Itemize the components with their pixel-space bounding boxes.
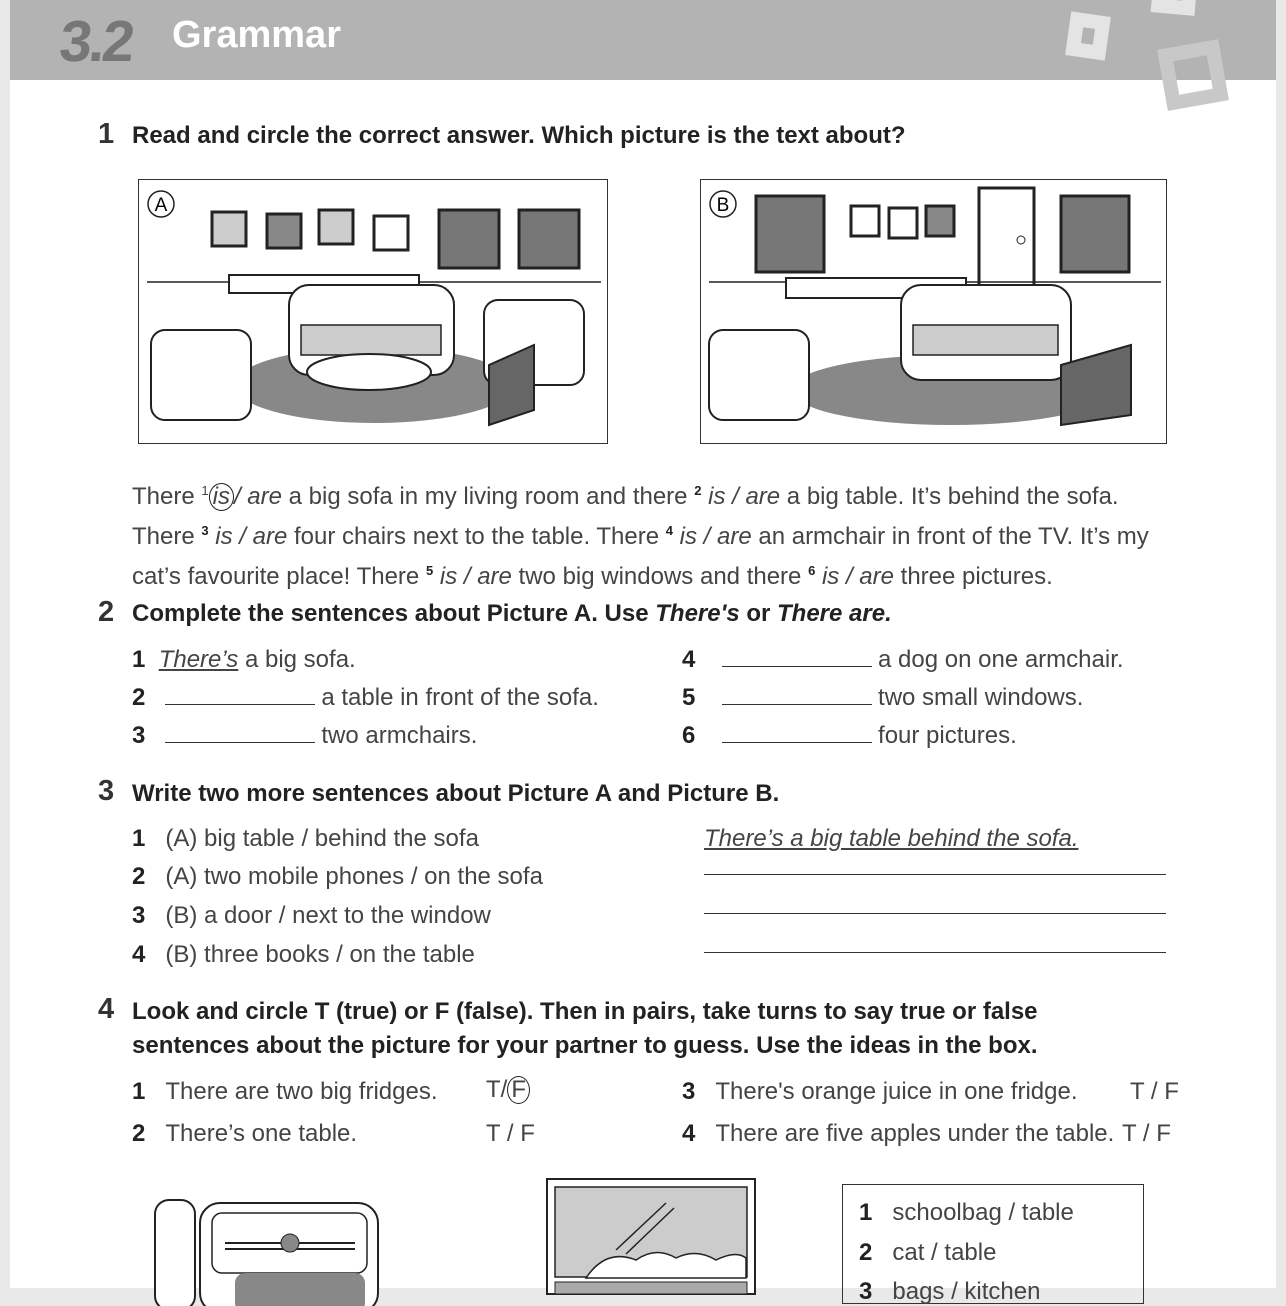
choice-is-are[interactable]: is / are (815, 563, 894, 590)
text-line-1: There $^1$ is / are a big sofa in my living room and there $^2$ is / are a big table. It’s behind the sofa. (132, 483, 1119, 510)
picture-b-living-room (700, 179, 1167, 444)
exercise-number: 3 (98, 775, 115, 807)
ex3-item-4: 4 (B) three books / on the table (132, 941, 475, 968)
ex2-item-4: 4 a dog on one armchair. (682, 646, 1124, 673)
true-false-choice[interactable]: T / F (486, 1120, 535, 1147)
section-title: Grammar (172, 14, 341, 56)
idea-item: 1 schoolbag / table (859, 1199, 1074, 1226)
exercise-number: 2 (98, 596, 115, 628)
decorative-square-icon (1157, 39, 1229, 111)
choice-is-are[interactable]: is / are (672, 523, 752, 550)
exercise-instruction: sentences about the picture for your partner to guess. Use the ideas in the box. (132, 1032, 1038, 1059)
answer-blank[interactable] (722, 687, 872, 705)
exercise-number: 1 (98, 118, 115, 150)
ex2-item-5: 5 two small windows. (682, 684, 1084, 711)
exercise-instruction: Look and circle T (true) or F (false). Then in pairs, take turns to say true or false (132, 998, 1038, 1025)
exercise-instruction: Complete the sentences about Picture A. Use There's or There are. (132, 600, 892, 627)
ex2-item-6: 6 four pictures. (682, 722, 1017, 749)
unit-number: 3.2 (56, 9, 136, 74)
true-false-choice[interactable]: T / F (1130, 1078, 1179, 1105)
picture-label: A (154, 195, 168, 216)
choice-are[interactable]: are (247, 483, 282, 510)
answer-line[interactable] (704, 952, 1166, 953)
answer-blank[interactable] (165, 687, 315, 705)
answer-blank[interactable] (165, 725, 315, 743)
true-false-choice[interactable]: T / F (1122, 1120, 1171, 1147)
exercise-instruction: Write two more sentences about Picture A and Picture B. (132, 780, 780, 807)
ex3-example-answer: There’s a big table behind the sofa. (704, 825, 1079, 852)
ex2-item-2: 2 a table in front of the sofa. (132, 684, 599, 711)
circled-answer: F (507, 1076, 530, 1104)
ex2-item-1: 1 There’s a big sofa. (132, 646, 356, 673)
exercise-instruction: Read and circle the correct answer. Which picture is the text about? (132, 122, 906, 149)
ideas-box (842, 1184, 1144, 1304)
picture-a-living-room (138, 179, 608, 444)
true-false-choice[interactable]: T/ F (486, 1076, 530, 1104)
ex4-item-1: 1 There are two big fridges. (132, 1078, 438, 1105)
ex3-item-2: 2 (A) two mobile phones / on the sofa (132, 863, 543, 890)
circled-answer[interactable]: is (209, 483, 234, 511)
ex3-item-1: 1 (A) big table / behind the sofa (132, 825, 479, 852)
window-bicycle-illustration (546, 1178, 761, 1288)
choice-is-are[interactable]: is / are (701, 483, 781, 510)
ex2-item-3: 3 two armchairs. (132, 722, 478, 749)
exercise-number: 4 (98, 993, 115, 1025)
choice-is-are[interactable]: is / are (208, 523, 288, 550)
answer-blank[interactable] (722, 725, 872, 743)
idea-item: 2 cat / table (859, 1239, 997, 1266)
ex3-item-3: 3 (B) a door / next to the window (132, 902, 491, 929)
answer-line[interactable] (704, 913, 1166, 914)
answer-line[interactable] (704, 874, 1166, 875)
worksheet-page (10, 0, 1276, 1305)
picture-label: B (716, 195, 730, 216)
answer-blank[interactable] (722, 649, 872, 667)
ex4-item-2: 2 There’s one table. (132, 1120, 358, 1147)
choice-is-are[interactable]: is / are (433, 563, 512, 590)
decorative-square-icon (1065, 11, 1111, 60)
reading-text (132, 474, 1149, 594)
ex4-item-4: 4 There are five apples under the table. (682, 1120, 1115, 1147)
idea-item: 3 bags / kitchen (859, 1278, 1041, 1305)
text-line-2: There $^3$ is / are four chairs next to the table. There $^4$ is / are an armchair in front of the TV. It’s my (132, 523, 1149, 550)
fridge-illustration (150, 1195, 390, 1295)
ex4-item-3: 3 There's orange juice in one fridge. (682, 1078, 1078, 1105)
text-line-3: cat’s favourite place! There $^5$ is / are two big windows and there $^6$ is / are three pictures. (132, 563, 1053, 590)
